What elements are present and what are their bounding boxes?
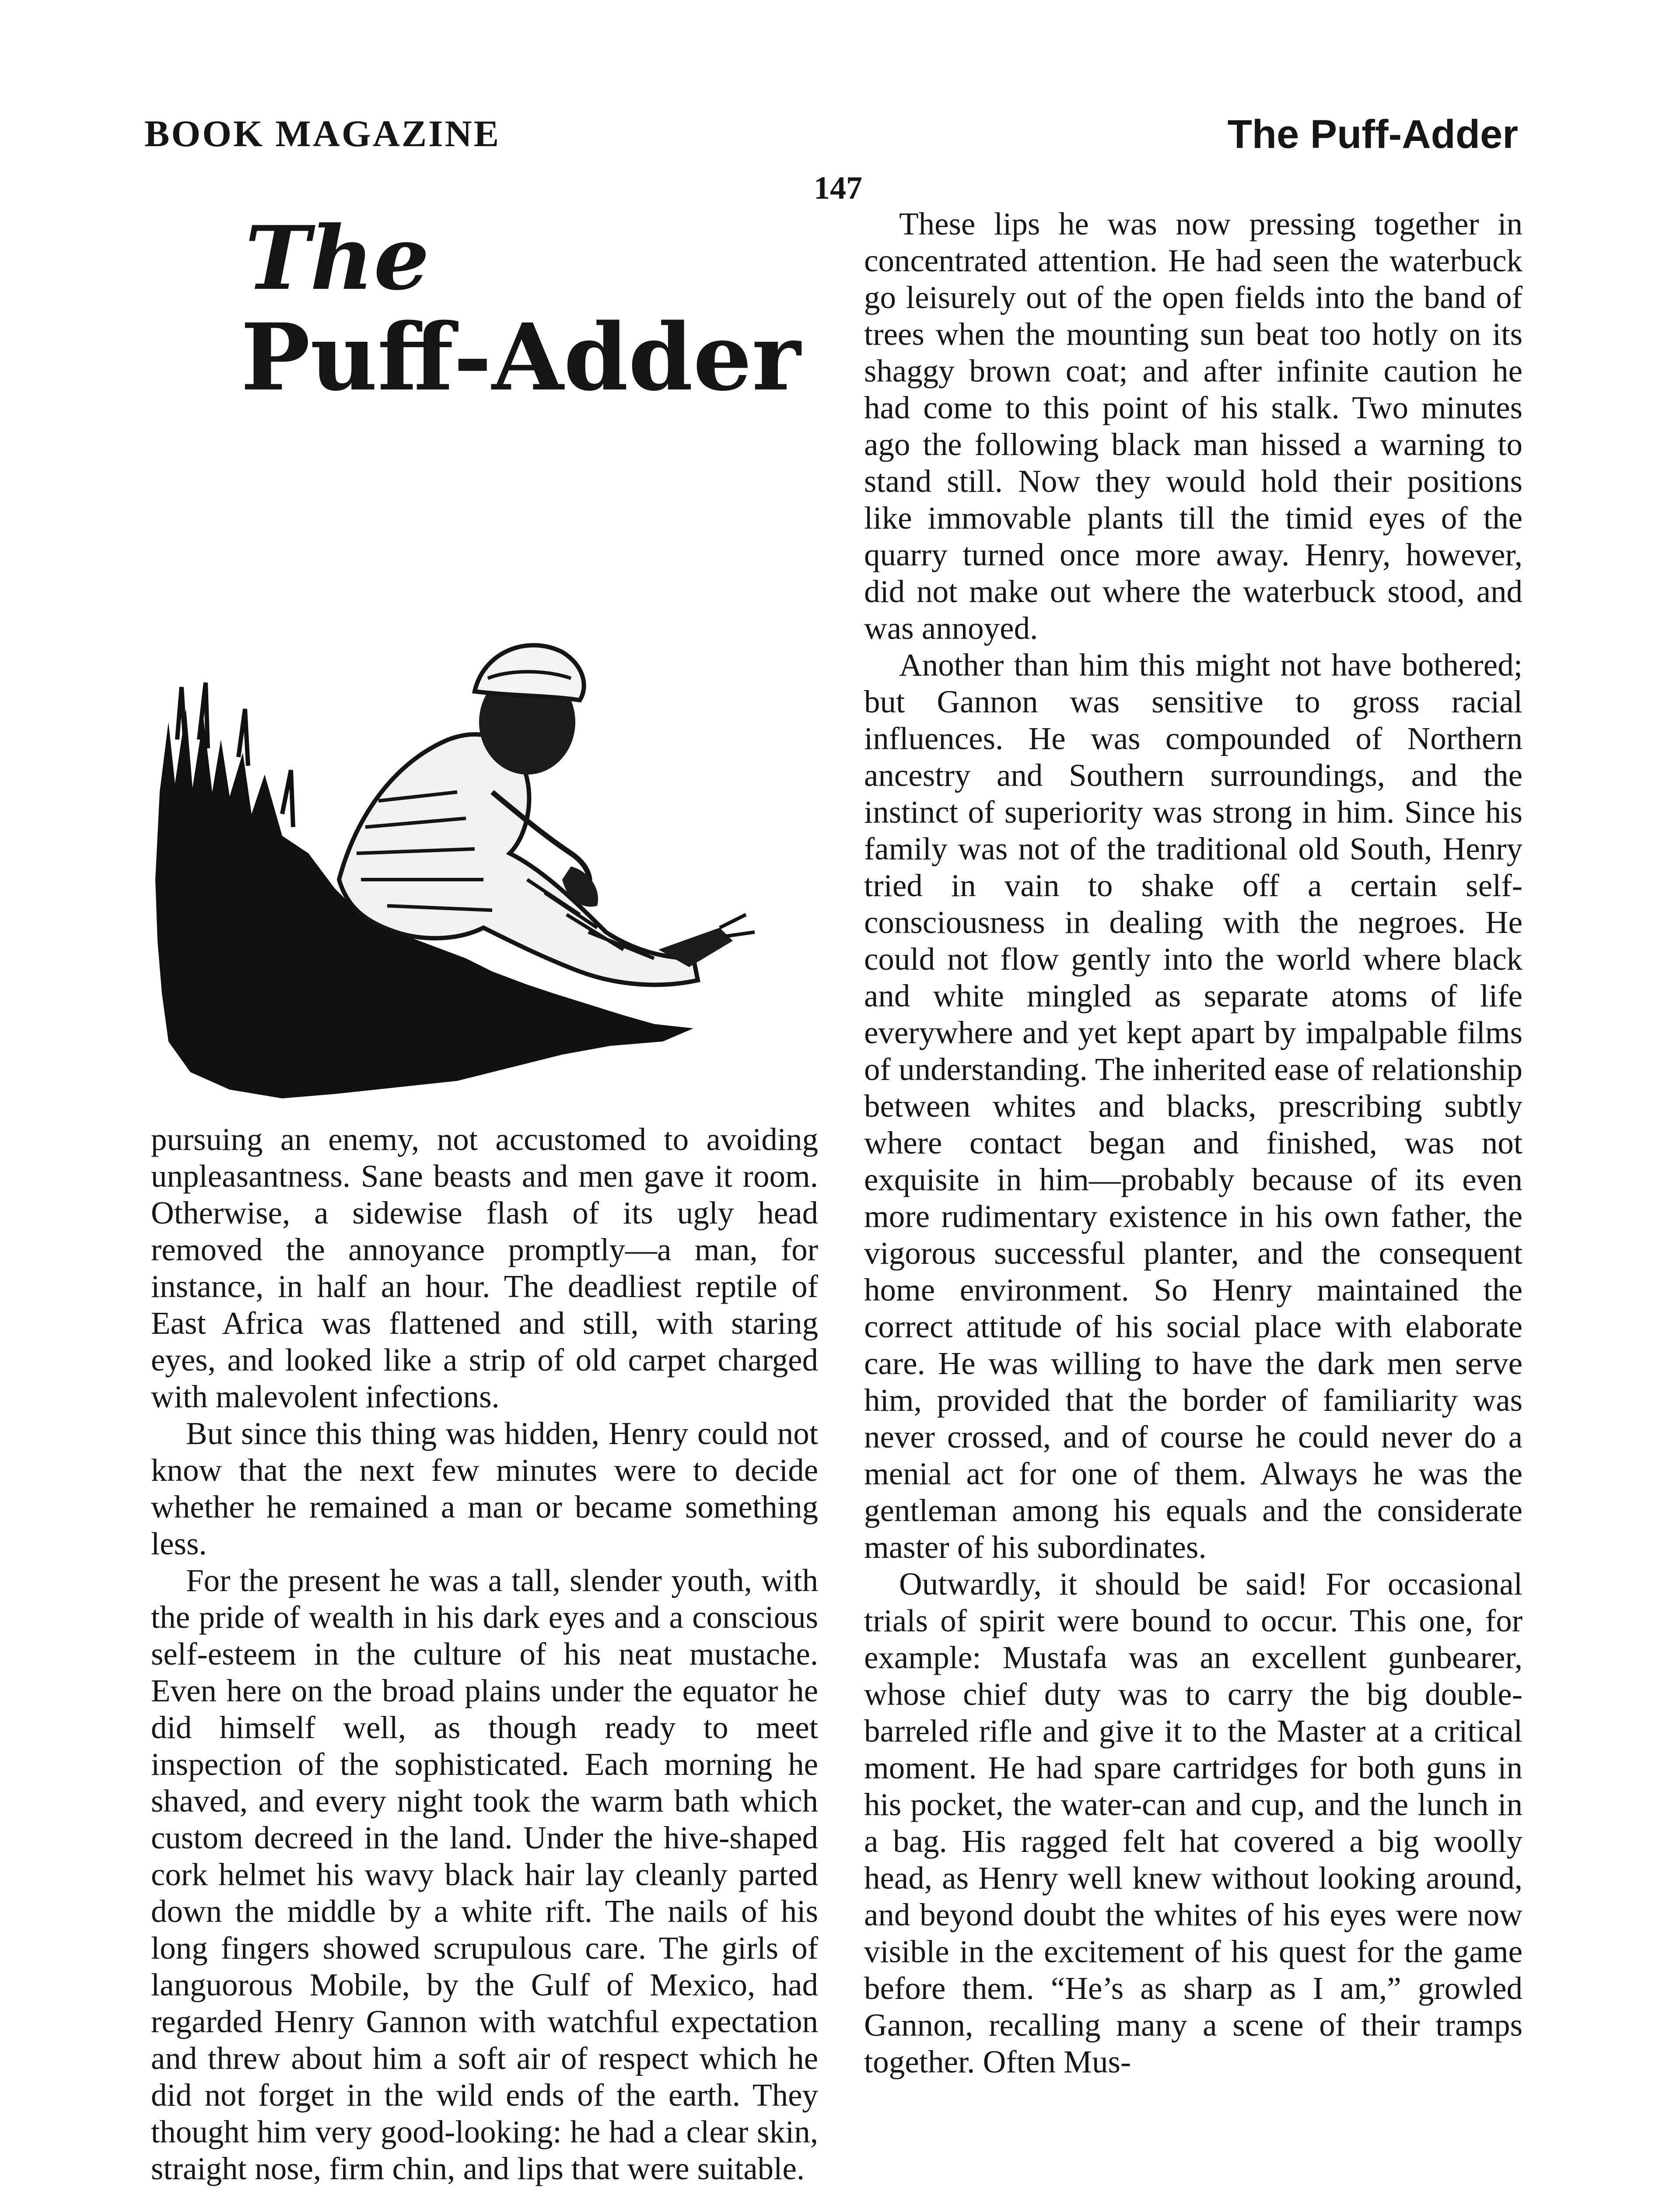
paragraph: But since this thing was hidden, Henry could not know that the next few minutes were to decide whether he remained a man or became something less. [151, 1416, 818, 1561]
man-crouching-in-grass-illustration [151, 608, 803, 1103]
paragraph: pursuing an enemy, not accustomed to avoiding unpleasantness. Sane beasts and men gave it room. Otherwise, a sidewise flash of its ugly head removed the annoyance promptly—a man, for instance, in half an hour. The deadliest reptile of East Africa was flattened and still, with staring eyes, and looked like a strip of old carpet charged with malevolent infections. [151, 1122, 818, 1414]
title-logo-line2: Puff-Adder [241, 303, 802, 411]
story-title-logo [232, 206, 809, 433]
paragraph: Another than him this might not have bothered; but Gannon was sensitive to gross racial influences. He was compounded of Northern ancestry and Southern surroundings, and the instinct of superiority was strong in him. Since his family was not of the traditional old South, Henry tried in vain to shake off a certain self-consciousness in dealing with the negroes. He could not flow gently into the world where black and white mingled as separate atoms of life everywhere and yet kept apart by impalpable films of understanding. The inherited ease of relationship between whites and blacks, prescribing subtly where contact began and finished, was not exquisite in him—probably because of its even more rudimentary existence in his own father, the vigorous successful planter, and the consequent home environment. So Henry maintained the correct attitude of his social place with elaborate care. He was willing to have the dark men serve him, provided that the border of familiarity was never crossed, and of course he could never do a menial act for one of them. Always he was the gentleman among his equals and the considerate master of his subordinates. [864, 647, 1522, 1565]
paragraph: For the present he was a tall, slender youth, with the pride of wealth in his dark eyes and a conscious self-esteem in the culture of his neat mustache. Even here on the broad plains under the equator he did himself well, as though ready to meet inspection of the sophisticated. Each morning he shaved, and every night took the warm bath which custom decreed in the land. Under the hive-shaped cork helmet his wavy black hair lay cleanly parted down the middle by a white rift. The nails of his long fingers showed scrupulous care. The girls of languorous Mobile, by the Gulf of Mexico, had regarded Henry Gannon with watchful expectation and threw about him a soft air of respect which he did not forget in the wild ends of the earth. They thought him very good-looking: he had a clear skin, straight nose, firm chin, and lips that were suitable. [151, 1563, 818, 2186]
text-column-right [864, 206, 1522, 2080]
text-column-left [151, 1121, 818, 2187]
page-number: 147 [814, 170, 862, 206]
running-head-magazine: BOOK MAGAZINE [144, 112, 501, 154]
running-head-story-title: The Puff-Adder [1227, 112, 1518, 157]
title-logo-line1: The [245, 207, 430, 310]
paragraph: These lips he was now pressing together in concentrated attention. He had seen the waterbuck go leisurely out of the open fields into the band of trees when the mounting sun beat too hotly on its shaggy brown coat; and after infinite caution he had come to this point of his stalk. Two minutes ago the following black man hissed a warning to stand still. Now they would hold their positions like immovable plants till the timid eyes of the quarry turned once more away. Henry, however, did not make out where the waterbuck stood, and was annoyed. [864, 206, 1522, 646]
paragraph: Outwardly, it should be said! For occasional trials of spirit were bound to occur. This one, for example: Mustafa was an excellent gunbearer, whose chief duty was to carry the big double-barreled rifle and give it to the Master at a critical moment. He had spare cartridges for both guns in his pocket, the water-can and cup, and the lunch in a bag. His ragged felt hat covered a big woolly head, as Henry well knew without looking around, and beyond doubt the whites of his eyes were now visible in the excitement of his quest for the game before them. “He’s as sharp as I am,” growled Gannon, recalling many a scene of their tramps together. Often Mus- [864, 1566, 1522, 2079]
